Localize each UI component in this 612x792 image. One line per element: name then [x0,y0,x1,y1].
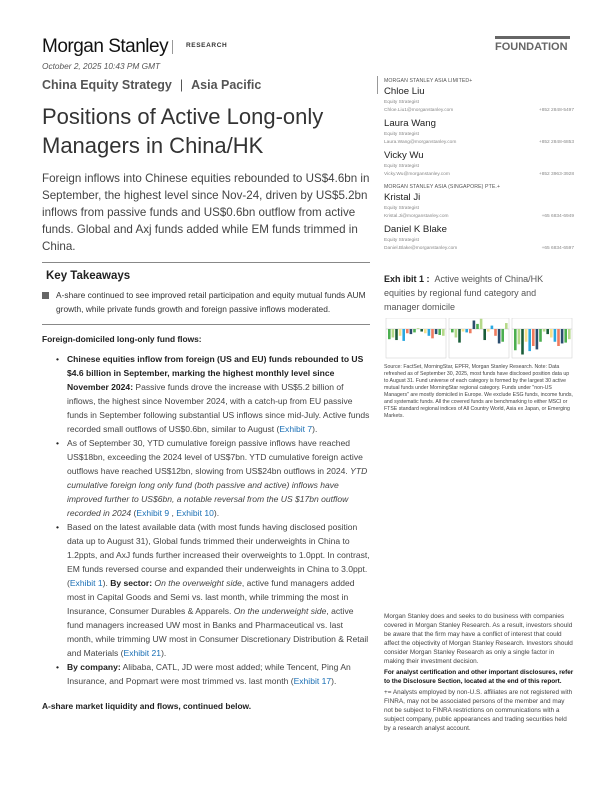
exhibit-link[interactable]: Exhibit 9 [136,507,170,518]
key-takeaways-heading: Key Takeaways [46,270,131,282]
analyst-role: Equity Strategist [384,206,419,211]
exhibit-chart [384,318,574,360]
chart-bar [399,329,402,336]
analyst-email[interactable]: Chloe.Liu1@morganstanley.com [384,108,454,113]
chart-bar [410,329,413,334]
divider [172,40,173,54]
exhibit-link[interactable]: Exhibit 21 [123,647,162,658]
chart-bar [557,329,560,346]
chart-bar [561,329,564,343]
chart-bar [528,329,531,351]
bullet-text: On the overweight side [152,577,242,588]
analyst-phone: +852 2848-5497 [538,108,574,113]
analyst-email[interactable]: Vicky.Wu@morganstanley.com [384,172,450,177]
exhibit-source: Source: FactSet, MorningStar, EPFR, Morgan Stanley Research. Note: Data refreshed as of September 30, 2025, most funds have disclosed position data up to August 31. Fund universe of each category is formed by the largest 30 active mutual funds under MorningStar regional category. Funds under "non-US Managers" are mostly domiciled in Europe. We exclude ESG funds, income funds, and systematic funds. All the covered funds are benchmarking to either MSCI or FTSE standard regional indices of All Country World, Asia ex Japan, or Emerging Markets. [384,364,573,419]
analyst-name: Chloe Liu [384,86,425,97]
section-label: RESEARCH [186,42,228,49]
bullet-text: ). [161,647,167,658]
chart-bar [406,329,409,333]
exhibit-link[interactable]: Exhibit 7 [279,423,313,434]
chart-bar [505,323,508,329]
chart-bar [462,329,465,332]
analyst-name: Kristal Ji [384,192,421,203]
chart-bar [420,329,423,332]
chart-bar [451,329,454,332]
chart-bar [554,329,557,342]
chart-bar [521,329,524,355]
analyst-phone: +65 6834-6949 [541,214,574,219]
analyst-phone: +852 2848-6853 [538,140,574,145]
chart-bar [424,329,427,333]
bullet-item [56,436,370,520]
disclosure-text: Morgan Stanley does and seeks to do business with companies covered in Morgan Stanley Research. As a result, investors should be aware that the firm may have a conflict of interest that could affect the objectivity of Morgan Stanley Research. Investors should consider Morgan Stanley Research as only a single factor in making their investment decision. [384,613,573,665]
chart-bar [465,329,468,332]
analyst-card [384,118,574,146]
chart-bar [532,329,535,346]
exhibit-title: Active weights of China/HK equities by regional fund category and manager domicile [384,274,544,312]
section-subheading: Foreign-domiciled long-only fund flows: [42,333,202,344]
chart-bar [402,329,405,341]
exhibit-link[interactable]: Exhibit 10 [176,507,214,518]
chart-bar [455,329,458,338]
chart-bar [568,329,571,339]
side-column [384,78,574,420]
chart-bar [539,329,542,342]
finra-note: += Analysts employed by non-U.S. affiliates are not registered with FINRA, may not be associated persons of the member and may not be subject to FINRA restrictions on communications with a subject company, public appearances and trading securities held by a research analyst account. [384,689,573,732]
chart-bar [483,329,486,340]
foundation-badge: FOUNDATION [495,36,570,53]
chart-bar [525,329,528,342]
analyst-name: Laura Wang [384,118,436,129]
bullet-text: Alibaba, CATL, JD were most added; while Tencent, Ping An Insurance, and Popmart were most trimmed vs. last month ( [67,661,351,686]
bullet-icon: • [56,437,59,448]
chart-bar [438,329,441,335]
chart-bar [564,329,567,343]
chart-bar [388,329,391,339]
analyst-name: Vicky Wu [384,150,424,161]
chart-bar [392,329,395,338]
bullet-text: , [169,507,177,518]
bullet-text: ). [331,675,337,686]
chart-bar [546,329,549,334]
analyst-phone: +65 6834-6597 [541,246,574,251]
key-takeaway-text: A-share continued to see improved retail participation and equity mutual funds AUM growth, while private funds growth and foreign passive inflows moderated. [56,290,366,314]
summary-lede: Foreign inflows into Chinese equities rebounded to US$4.6bn in September, the highest level since Nov-24, driven by US$5.2bn inflows from passive funds and US$0.6bn outflow from active funds. Global and Axj funds added while EM funds trimmed in China. [42,172,370,253]
bullet-text: By sector: [110,577,153,588]
analyst-card [384,150,574,178]
chart-bar [536,329,539,349]
firm-name: MORGAN STANLEY ASIA (SINGAPORE) PTE.+ [384,184,501,190]
bullet-text: ). [213,507,220,518]
exhibit-label: Exh ibit 1 : [384,274,430,284]
chart-bar [480,319,483,329]
bullet-text: ( [131,507,137,518]
analyst-name: Daniel K Blake [384,224,447,235]
chart-bar [473,321,476,330]
bullet-icon: • [56,353,59,364]
bullet-text: ). [102,577,111,588]
chart-bar [498,329,501,343]
bullet-icon: • [56,661,59,672]
chart-bar [543,329,546,332]
bullet-item [56,352,370,436]
key-takeaway-item [42,289,370,317]
chart-bar [431,329,434,338]
bullet-item [56,520,370,660]
main-column [42,77,370,712]
analyst-role: Equity Strategist [384,238,419,243]
chart-bar [458,329,461,343]
bullet-text: , active fund managers added most in Capital Goods and Semi vs. last month, while trimming the most in Insurance, Consumer Durables & Apparels. [67,577,355,616]
publish-date: October 2, 2025 10:43 PM GMT [42,61,161,71]
bullet-text: , active fund managers increased UW most in Banks and Pharmaceutical vs. last month, while trimming UW most in Consumer Discretionary Distribution & Retail and Materials ( [67,605,369,658]
analyst-role: Equity Strategist [384,132,419,137]
firm-name: MORGAN STANLEY ASIA LIMITED+ [384,78,473,84]
chart-bar [395,329,398,340]
continued-note: A-share market liquidity and flows, continued below. [42,700,252,711]
analyst-role: Equity Strategist [384,100,419,105]
analyst-card [384,224,574,252]
bullet-text: ). [312,423,318,434]
divider [42,262,370,263]
chart-bar [417,328,420,329]
chart-bar [550,329,553,338]
chart-bar [514,329,517,350]
chart-bar [442,329,445,336]
analyst-phone: +852 3963-3928 [538,172,574,177]
bullet-icon: • [56,521,59,532]
analyst-card [384,192,574,220]
morgan-stanley-logo: Morgan Stanley [42,36,169,57]
analyst-card [384,86,574,114]
bullet-text: Passive funds drove the increase with US$5.2 billion of inflows, the highest since November 2024, with a catch-up from EU passive funds in September following substantial US inflows since mid-July. Active funds recorded small outflows of US$0.6bn, similar to August ( [67,381,370,434]
chart-bar [469,329,472,333]
bullet-text: Based on the latest available data (with most funds having disclosed position data up to August 31), Global funds trimmed their underweights in China to 1.2ppts, and AxJ funds further increased their overweights to 1.0ppt. In contrast, EM funds reversed course and expanded their underweights in China to 3.0ppt. ( [67,521,370,588]
chart-bar [428,329,431,336]
bullet-text: On the underweight side [233,605,327,616]
region: Asia Pacific [191,78,262,92]
square-bullet-icon [42,292,49,299]
analyst-email[interactable]: Daniel.Blake@morganstanley.com [384,246,458,251]
exhibit-caption [384,272,574,314]
chart-panel [386,318,446,358]
chart-bar [501,329,504,342]
analyst-contacts [384,78,574,256]
chart-bar [476,324,479,329]
analyst-email[interactable]: Laura.Wang@morganstanley.com [384,140,457,145]
analyst-email[interactable]: Kristal.Ji@morganstanley.com [384,214,449,219]
exhibit-link[interactable]: Exhibit 17 [293,675,332,686]
series-name: China Equity Strategy [42,78,172,92]
bullet-text: As of September 30, YTD cumulative foreign passive inflows have reached US$18bn, exceeding the 2024 level of US$7bn. YTD cumulative foreign active outflows have reached US$12bn, slowing from US$24bn outflows in 2024. [67,437,363,476]
bullet-text: By company: [67,661,121,672]
bullet-item [56,660,370,688]
column-divider [377,76,378,94]
chart-bar [518,329,521,344]
flow-bullets [56,352,370,688]
bullet-text: Chinese equities inflow from foreign (US and EU) funds rebounded to US $4.6 billion in September, marking the highest monthly level since November 2024: [67,353,364,392]
bullet-text: YTD cumulative foreign long only fund (both passive and active) inflows have improved further to US$6bn, a notable reversal from the US $17bn outflow recorded in 2024 [67,465,368,518]
series-separator: | [179,78,184,92]
analyst-role: Equity Strategist [384,164,419,169]
divider [42,324,370,325]
disclosure-link-note: For analyst certification and other important disclosures, refer to the Disclosure Section, located at the end of this report. [384,669,574,685]
page-title: Positions of Active Long-only Managers in China/HK [42,104,324,158]
chart-bar [491,326,494,329]
series-line [42,77,370,93]
chart-bar [494,329,497,336]
exhibit-link[interactable]: Exhibit 1 [69,577,103,588]
chart-bar [487,329,490,332]
chart-bar [413,329,416,332]
disclosure-block [384,612,574,733]
chart-bar [435,329,438,334]
